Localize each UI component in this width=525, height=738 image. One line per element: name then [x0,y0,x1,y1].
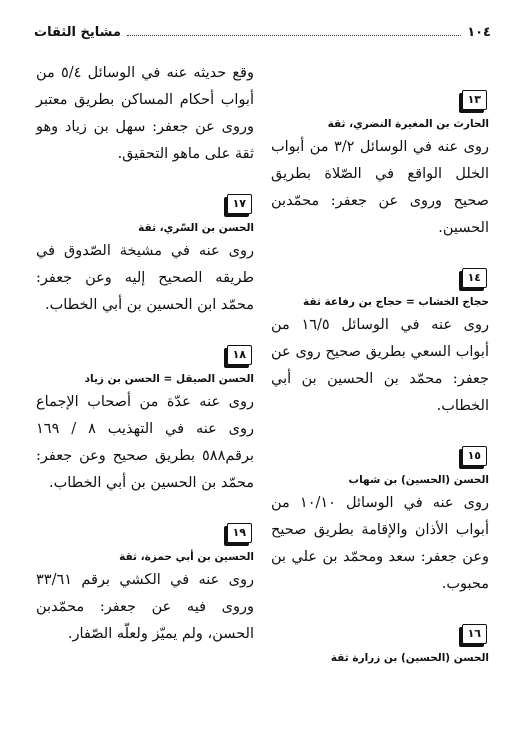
entry-title: الحسين بن أبي حمزة، ثقة [119,551,254,563]
right-column [271,60,489,682]
entry-body: روى عنه في مشيخة الصّدوق في طريقه الصحيح إليه وعن جعفر: محمّد ابن الحسين بن أبي الخطاب. [36,243,254,313]
entry-title: الحسن الصيقل = الحسن بن زياد [84,373,254,385]
entry-number-badge: ١٨ [227,345,252,365]
entry-body: روى عنه في الوسائل ٣/٢ من أبواب الخلل الواقع في الصّلاة بطريق صحيح وروى عن جعفر: محمّدبن الحسين. [271,139,489,236]
entry-body: روى عنه في الوسائل ١٦/٥ من أبواب السعي بطريق صحيح روى عن جعفر: محمّد بن الحسين بن أبي الخطاب. [271,317,489,414]
entry-number-badge: ١٣ [462,90,487,110]
entry-title: حجاج الخشاب = حجاج بن رفاعة ثقة [303,296,489,308]
entry-title: الحسن (الحسين) بن شهاب [348,474,489,486]
entry-title: الحسن (الحسين) بن زرارة ثقة [330,652,489,664]
entry-body: وقع حديثه عنه في الوسائل ٥/٤ من أبواب أحكام المساكن بطريق معتبر وروى عن جعفر: سهل بن زياد وهو ثقة على ماهو التحقيق. [36,65,254,162]
entry-19 [36,515,254,648]
book-title: مشايخ الثقات [34,25,121,40]
entry-15 [271,438,489,598]
entry-body: روى عنه في الكشي برقم ٣٣/٦١ وروى فيه عن جعفر: محمّدبن الحسن، ولم يميّز ولعلّه الصّفار. [36,572,254,642]
entry-number-badge: ١٧ [227,194,252,214]
entry-continuation [36,60,254,168]
entry-title: الحارث بن المغيرة النضري، ثقة [327,118,489,130]
entry-18 [36,337,254,497]
entry-17 [36,186,254,319]
entry-13 [271,82,489,242]
header-dot-leader [127,34,461,36]
entry-number-badge: ١٥ [462,446,487,466]
entry-body: روى عنه في الوسائل ١٠/١٠ من أبواب الأذان والإقامة بطريق صحيح وعن جعفر: سعد ومحمّد بن علي بن محبوب. [271,495,489,592]
entry-title: الحسن بن السّري، ثقة [138,222,254,234]
page-number: ١٠٤ [467,25,491,40]
entry-14 [271,260,489,420]
left-column [36,60,254,666]
entry-16 [271,616,489,664]
running-header [34,16,491,40]
entry-number-badge: ١٦ [462,624,487,644]
entry-number-badge: ١٩ [227,523,252,543]
entry-number-badge: ١٤ [462,268,487,288]
entry-body: روى عنه عدّة من أصحاب الإجماع روى عنه في التهذيب ٨ / ١٦٩ برقم٥٨٨ بطريق صحيح وعن جعفر: محمّد بن الحسين بن أبي الخطاب. [36,394,255,491]
